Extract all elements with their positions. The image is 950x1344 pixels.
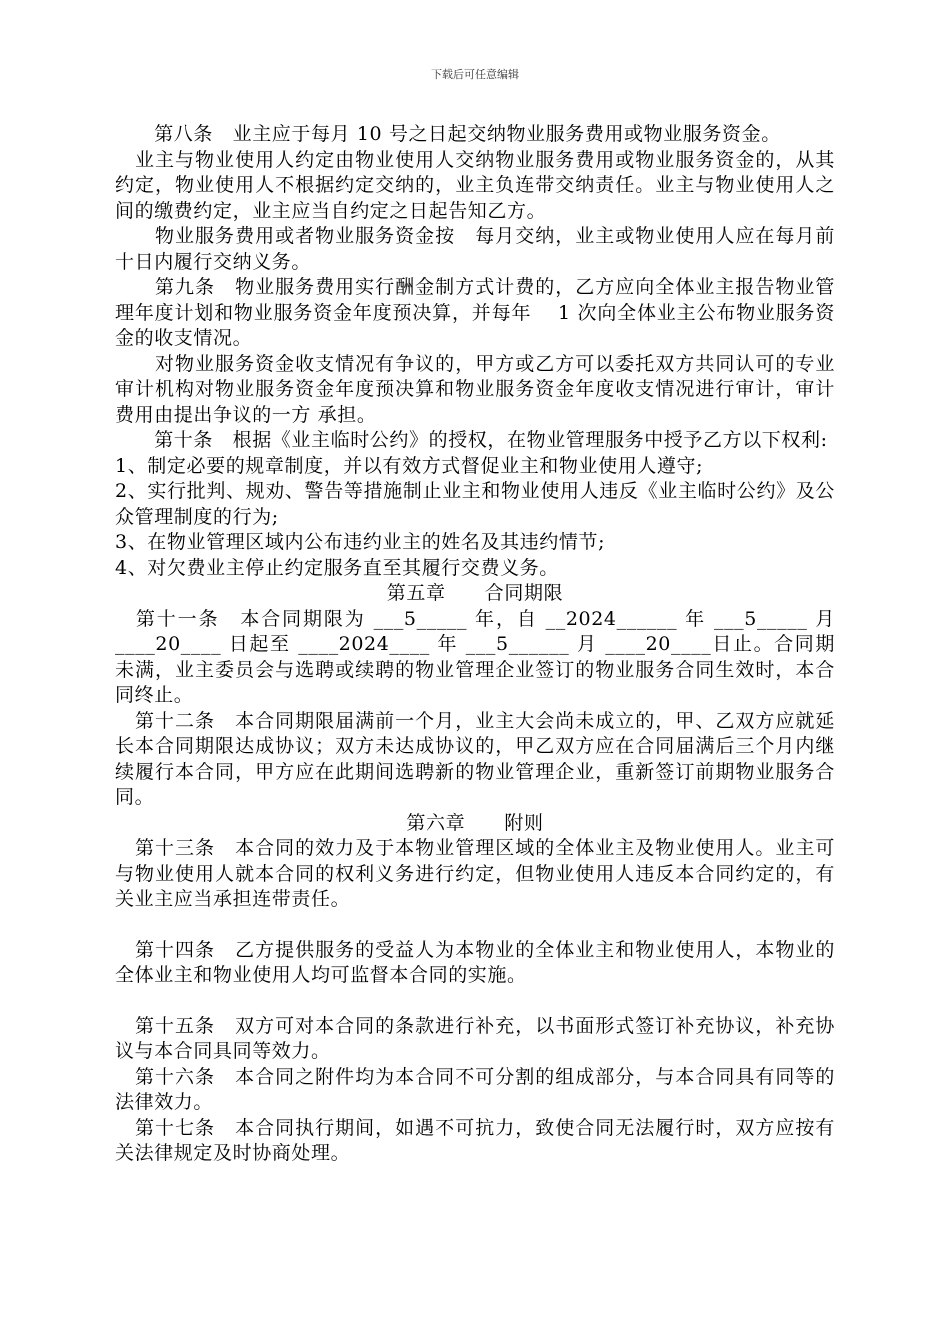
article-14: 第十四条 乙方提供服务的受益人为本物业的全体业主和物业使用人，本物业的全体业主和物业使用人均可监督本合同的实施。 bbox=[115, 938, 835, 986]
article-10-item-1: 1、制定必要的规章制度，并以有效方式督促业主和物业使用人遵守; bbox=[115, 454, 704, 477]
article-11: 第十一条 本合同期限为 ___5_____ 年，自 __2024______ 年 ___5_____ 月 ____20____ 日起至 ____2024____ 年 ___5______ 月 ____20____日止。合同期未满，业主委员会与选聘或续聘的物业管理企业签订的物业服务合同生效时，本合同终止。 bbox=[115, 607, 835, 706]
article-10-item-2: 2、实行批判、规劝、警告等措施制止业主和物业使用人违反《业主临时公约》及公众管理制度的行为; bbox=[115, 480, 835, 528]
article-10: 第十条 根据《业主临时公约》的授权，在物业管理服务中授予乙方以下权利: bbox=[115, 429, 828, 451]
article-13: 第十三条 本合同的效力及于本物业管理区域的全体业主及物业使用人。业主可与物业使用人就本合同的权利义务进行约定，但物业使用人违反本合同约定的，有关业主应当承担连带责任。 bbox=[115, 837, 835, 910]
article-10-item-4: 4、对欠费业主停止约定服务直至其履行交费义务。 bbox=[115, 556, 559, 579]
chapter-5-title: 第五章 合同期限 bbox=[386, 582, 564, 604]
article-8: 第八条 业主应于每月 10 号之日起交纳物业服务费用或物业服务资金。 bbox=[115, 123, 781, 145]
article-17: 第十七条 本合同执行期间，如遇不可抗力，致使合同无法履行时，双方应按有关法律规定及时协商处理。 bbox=[115, 1116, 835, 1164]
article-8-paragraph-2: 业主与物业使用人约定由物业使用人交纳物业服务费用或物业服务资金的，从其约定，物业使用人不根据约定交纳的，业主负连带交纳责任。业主与物业使用人之间的缴费约定，业主应当自约定之日起告知乙方。 bbox=[115, 148, 835, 222]
paragraph-gap bbox=[115, 913, 835, 938]
article-10-item-3: 3、在物业管理区域内公布违约业主的姓名及其违约情节; bbox=[115, 531, 606, 553]
page-header-note: 下载后可任意编辑 bbox=[431, 68, 519, 81]
paragraph-gap bbox=[115, 989, 835, 1014]
article-12: 第十二条 本合同期限届满前一个月，业主大会尚未成立的，甲、乙双方应就延长本合同期限达成协议；双方未达成协议的，甲乙双方应在合同届满后三个月内继续履行本合同，甲方应在此期间选聘新的物业管理企业，重新签订前期物业服务合同。 bbox=[115, 709, 835, 808]
document-body bbox=[115, 122, 835, 1167]
article-9: 第九条 物业服务费用实行酬金制方式计费的，乙方应向全体业主报告物业管理年度计划和物业服务资金年度预决算，并每年 1 次向全体业主公布物业服务资金的收支情况。 bbox=[115, 276, 835, 349]
article-15: 第十五条 双方可对本合同的条款进行补充，以书面形式签订补充协议，补充协议与本合同具同等效力。 bbox=[115, 1014, 835, 1062]
article-9-paragraph-2: 对物业服务资金收支情况有争议的，甲方或乙方可以委托双方共同认可的专业审计机构对物业服务资金年度预决算和物业服务资金年度收支情况进行审计，审计费用由提出争议的一方 承担。 bbox=[115, 352, 835, 426]
article-8-paragraph-3: 物业服务费用或者物业服务资金按 每月交纳，业主或物业使用人应在每月前 十日内履行交纳义务。 bbox=[115, 225, 835, 273]
article-16: 第十六条 本合同之附件均为本合同不可分割的组成部分，与本合同具有同等的法律效力。 bbox=[115, 1065, 835, 1113]
chapter-6-title: 第六章 附则 bbox=[406, 811, 544, 834]
